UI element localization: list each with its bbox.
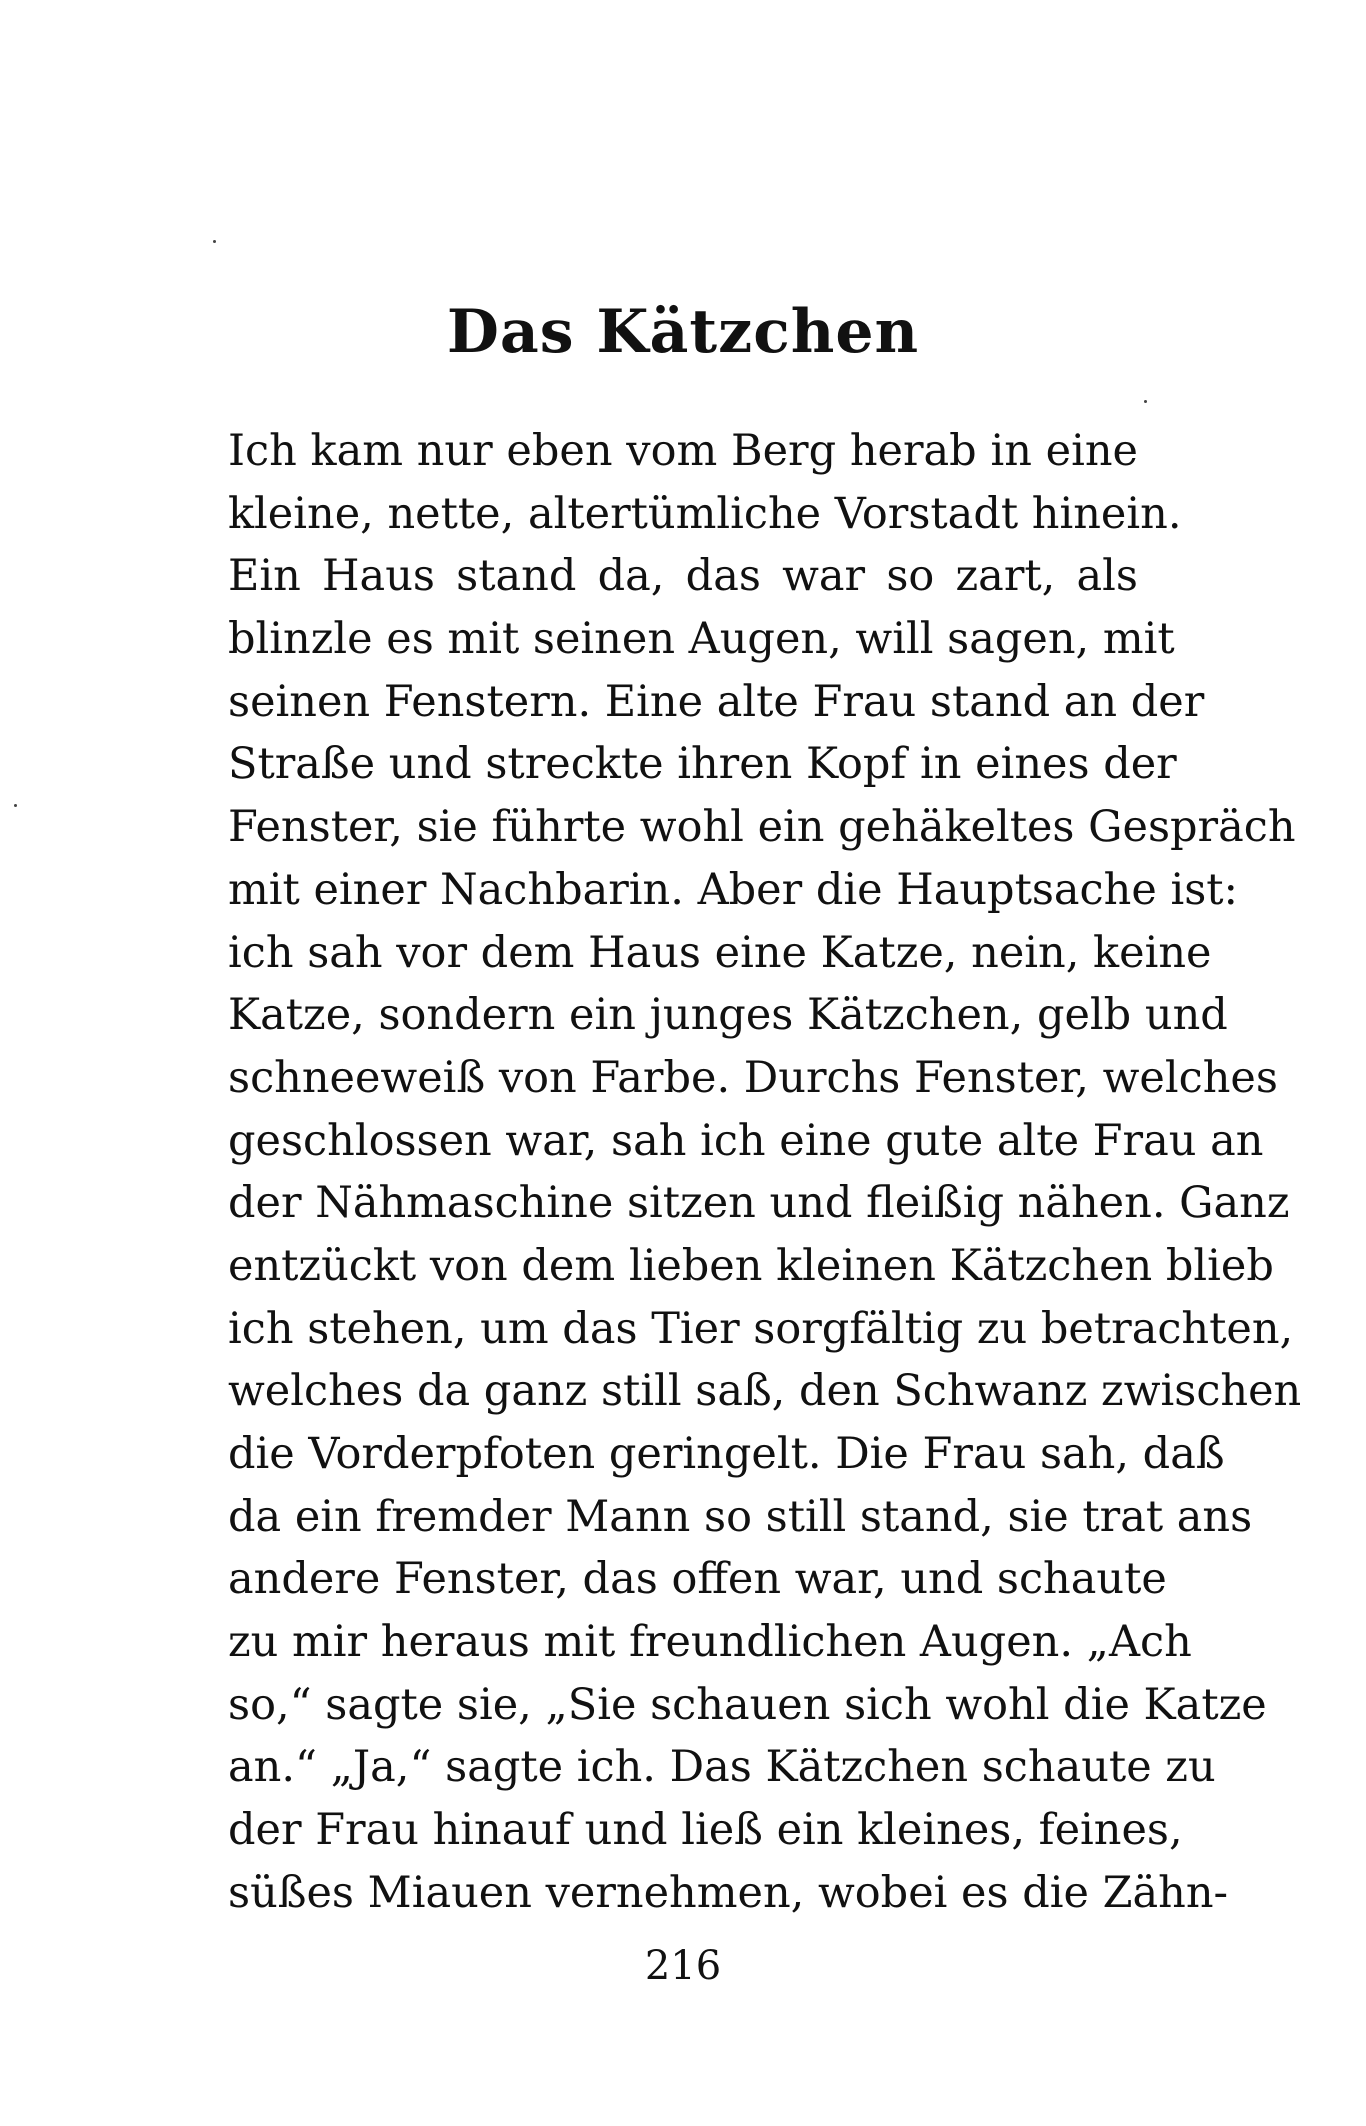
text-line: andere Fenster, das offen war, und schaute — [228, 1554, 1167, 1605]
text-line: Straße und streckte ihren Kopf in eines der — [228, 739, 1177, 790]
text-line: die Vorderpfoten geringelt. Die Frau sah, daß — [228, 1429, 1225, 1479]
paper-speck — [1144, 400, 1147, 403]
chapter-title: Das Kätzchen — [446, 297, 920, 367]
body-text — [228, 420, 1302, 1925]
text-line: geschlossen war, sah ich eine gute alte Frau an — [228, 1115, 1264, 1166]
text-line: Katze, sondern ein junges Kätzchen, gelb und — [228, 990, 1228, 1041]
text-line: an.“ „Ja,“ sagte ich. Das Kätzchen schaute zu — [228, 1742, 1216, 1793]
text-line: süßes Miauen vernehmen, wobei es die Zähn- — [228, 1867, 1229, 1918]
text-line: mit einer Nachbarin. Aber die Hauptsache ist: — [228, 864, 1239, 915]
text-line: welches da ganz still saß, den Schwanz zwischen — [228, 1366, 1302, 1417]
text-line: kleine, nette, altertümliche Vorstadt hinein. — [228, 488, 1182, 539]
text-line: da ein fremder Mann so still stand, sie trat ans — [228, 1491, 1253, 1542]
text-line: ich sah vor dem Haus eine Katze, nein, keine — [228, 927, 1212, 978]
text-line: der Frau hinauf und ließ ein kleines, feines, — [228, 1805, 1183, 1856]
text-line: so,“ sagte sie, „Sie schauen sich wohl die Katze — [228, 1679, 1267, 1730]
text-line: blinzle es mit seinen Augen, will sagen, mit — [228, 614, 1175, 665]
text-line: schneeweiß von Farbe. Durchs Fenster, welches — [228, 1052, 1278, 1103]
text-line: seinen Fenstern. Eine alte Frau stand an der — [228, 676, 1205, 727]
text-line: Ein Haus stand da, das war so zart, als — [228, 551, 1138, 602]
page-number: 216 — [644, 1943, 722, 1989]
text-line: zu mir heraus mit freundlichen Augen. „Ach — [228, 1617, 1192, 1668]
paper-speck — [213, 240, 216, 243]
paper-speck — [14, 804, 17, 807]
text-line: ich stehen, um das Tier sorgfältig zu betrachten, — [228, 1303, 1294, 1354]
text-line: der Nähmaschine sitzen und fleißig nähen. Ganz — [228, 1178, 1290, 1229]
text-line: Fenster, sie führte wohl ein gehäkeltes Gespräch — [228, 802, 1296, 853]
text-line: Ich kam nur eben vom Berg herab in eine — [228, 426, 1138, 476]
text-line: entzückt von dem lieben kleinen Kätzchen blieb — [228, 1240, 1274, 1291]
